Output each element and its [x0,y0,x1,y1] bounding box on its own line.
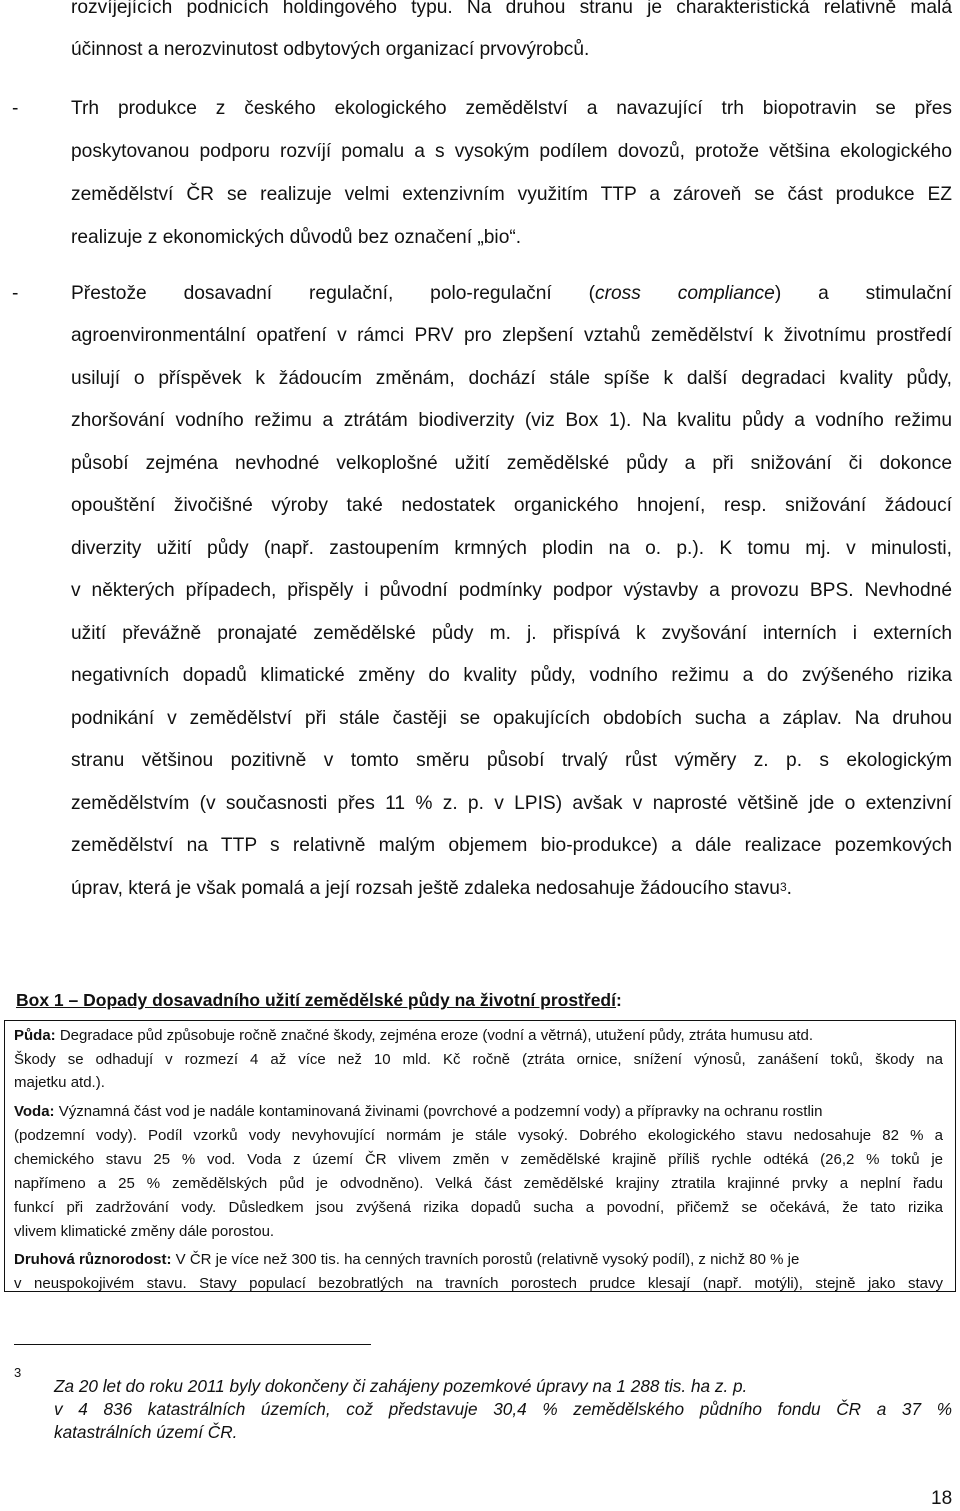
box-soil-label: Půda: [14,1027,56,1044]
bullet2-line-3: usilují o příspěvek k žádoucím změnám, dochází stále spíše k další degradaci kvality půdy, [71,368,952,389]
box-water-label: Voda: [14,1103,55,1120]
footnote-reference: 3 [779,880,787,894]
footnote-separator [14,1344,371,1345]
box-water-line-6: vlivem klimatické změny dále porostou. [14,1223,275,1240]
bullet1-line-2: poskytovanou podporu rozvíjí pomalu a s vysokým podílem dovozů, protože většina ekologického [71,141,952,162]
bullet2-line-7: diverzity užití půdy (např. zastoupením krmných plodin na o. p.). K tomu mj. v minulosti, [71,538,952,559]
bullet2-line-6: opouštění živočišné výroby také nedostatek organického hnojení, resp. snižování žádoucí [71,495,952,516]
bullet2-last-period: . [786,878,792,899]
box-water-line-3: chemického stavu 25 % vod. Voda z území ČR vlivem změn v zemědělské krajině příliš rychle odtéká (26,2 % toků je [14,1151,943,1168]
box-title-main: Box 1 – Dopady dosavadního užití zemědělské půdy na životní prostředí [16,990,616,1010]
intro-line-1: rozvíjejících podnicích holdingového typu. Na druhou stranu je charakteristická relativně malá [71,0,952,18]
box-soil-text-1: Degradace půd způsobuje ročně značné škody, zejména eroze (vodní a větrná), utužení půdy, ztráta humusu atd. [55,1027,814,1044]
box-title [16,990,622,1011]
bullet2-line-9: užití převážně pronajaté zemědělské půdy m. j. přispívá k zvyšování interních i externích [71,623,952,644]
box-soil-line-1 [14,1026,813,1046]
bullet1-line-4: realizuje z ekonomických důvodů bez označení „bio“. [71,227,522,248]
bullet2-line-13: zemědělstvím (v současnosti přes 11 % z. p. v LPIS) avšak v naprosté většině jde o extenzivní [71,793,952,814]
intro-line-2: účinnost a nerozvinutost odbytových organizací prvovýrobců. [71,39,590,60]
bullet1-line-1: Trh produkce z českého ekologického zemědělství a navazující trh biopotravin se přes [71,98,952,119]
box-water-line-2: (podzemní vody). Podíl vzorků vody nevyhovující normám je stále vysoký. Dobrého ekologického stavu nedosahuje 82 % a [14,1127,943,1144]
bullet2-line-1-pre: Přestože dosavadní regulační, polo-regulační ( [71,283,596,304]
box-water-text-1: Významná část vod je nadále kontaminovaná živinami (povrchové a podzemní vody) a přípravky na ochranu rostlin [54,1103,823,1120]
page-number: 18 [931,1488,953,1509]
bullet2-line-10: negativních dopadů klimatické změny do kvality půdy, vodního režimu a do zvýšeného rizika [71,665,952,686]
bullet2-line-1 [71,282,952,306]
box-title-colon: : [615,990,622,1010]
bullet2-line-12: stranu většinou pozitivně v tomto směru působí trvalý růst výměry z. p. s ekologickým [71,750,952,771]
box-bio-text-1: V ČR je více než 300 tis. ha cenných travních porostů (relativně vysoký podíl), z nichž 80 % je [171,1251,800,1268]
bullet2-line-5: působí zejména nevhodné velkoplošné užití zemědělské půdy a při snižování či dokonce [71,453,952,474]
box-soil-line-2: Škody se odhadují v rozmezí 4 až více než 10 mld. Kč ročně (ztráta ornice, snížení výnosů, zanášení toků, škody na [14,1051,943,1068]
box-soil-line-3: majetku atd.). [14,1074,105,1091]
footnote-number: 3 [14,1365,22,1380]
box-bio-label: Druhová různorodost: [14,1251,172,1268]
box-water-line-4: napřímeno a 25 % zemědělských půd je odvodněno). Velká část zemědělské krajiny ztratila krajinné prvky a neplní řadu [14,1175,943,1192]
bullet2-last-text: úprav, která je však pomalá a její rozsah ještě zdaleka nedosahuje žádoucího stavu [71,878,780,899]
bullet-marker-2: - [12,283,19,304]
footnote-line-3: katastrálních území ČR. [54,1422,238,1442]
bullet2-line-4: zhoršování vodního režimu a ztrátám biodiverzity (viz Box 1). Na kvalitu půdy a vodního režimu [71,410,952,431]
box-bio-line-2: v neuspokojivém stavu. Stavy populací bezobratlých na travních porostech prudce klesají (např. motýli), stejně jako stavy [14,1275,943,1292]
footnote-line-1: Za 20 let do roku 2011 byly dokončeny či zahájeny pozemkové úpravy na 1 288 tis. ha z. p. [54,1376,748,1396]
bullet2-line-14: zemědělství na TTP s relativně malým objemem bio-produkce) a dále realizace pozemkových [71,835,952,856]
bullet2-line-1-italic: cross compliance [595,283,775,304]
bullet2-line-2: agroenvironmentální opatření v rámci PRV pro zlepšení vztahů zemědělství k životnímu prostředí [71,325,952,346]
bullet1-line-3: zemědělství ČR se realizuje velmi extenzivním využitím TTP a zároveň se část produkce EZ [71,184,952,205]
bullet2-line-1-post: ) a stimulační [774,283,952,304]
bullet2-line-11: podnikání v zemědělství při stále častěji se opakujících obdobích sucha a záplav. Na druhou [71,708,952,729]
bullet-marker-1: - [12,98,19,119]
bullet2-line-8: v některých případech, přispěly i původní podmínky podpor výstavby a provozu BPS. Nevhodné [71,580,952,601]
box-bio-line-1 [14,1250,799,1270]
box-water-line-1 [14,1102,822,1122]
bullet2-line-15 [71,877,792,901]
footnote-line-2: v 4 836 katastrálních územích, což představuje 30,4 % zemědělského půdního fondu ČR a 37 % [54,1399,952,1419]
box-water-line-5: funkcí při zadržování vody. Důsledkem jsou zvýšená rizika dopadů sucha a povodní, přičemž se očekává, že tato rizika [14,1199,943,1216]
